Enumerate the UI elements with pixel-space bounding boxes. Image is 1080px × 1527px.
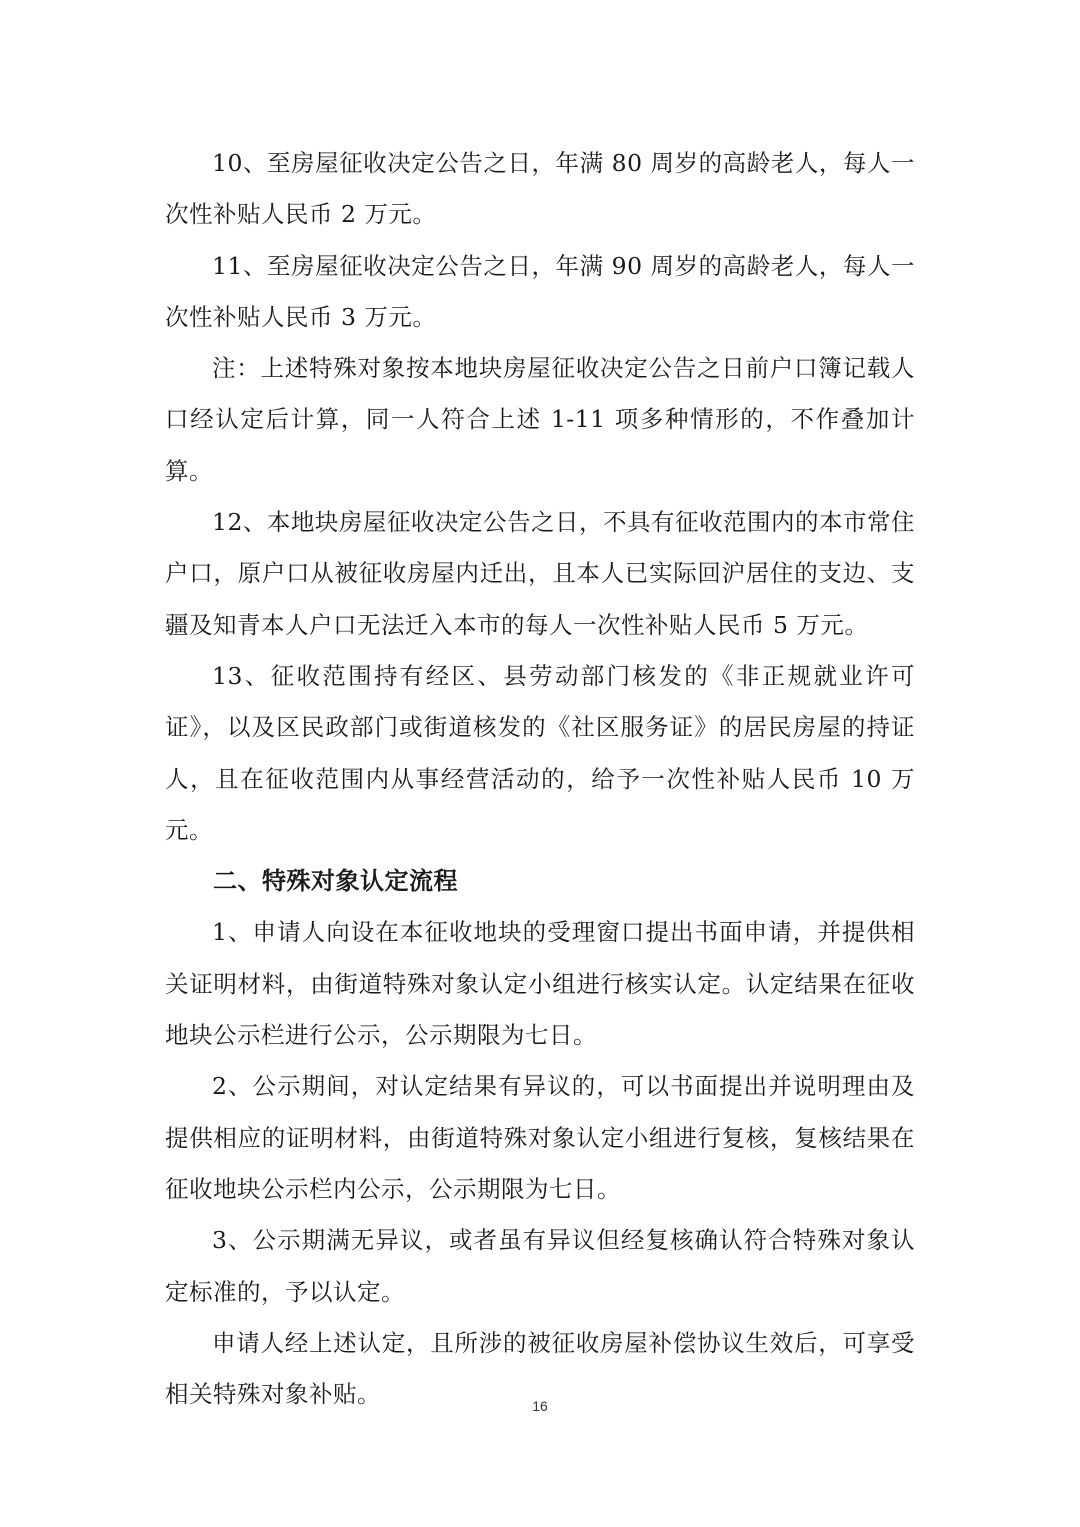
paragraph-item-11: 11、至房屋征收决定公告之日，年满 90 周岁的高龄老人，每人一次性补贴人民币 3 万元。 — [165, 251, 915, 331]
process-step-2: 2、公示期间，对认定结果有异议的，可以书面提出并说明理由及提供相应的证明材料，由街道特殊对象认定小组进行复核，复核结果在征收地块公示栏内公示，公示期限为七日。 — [165, 1072, 915, 1203]
paragraph-item-12: 12、本地块房屋征收决定公告之日，不具有征收范围内的本市常住户口，原户口从被征收房屋内迁出，且本人已实际回沪居住的支边、支疆及知青本人户口无法迁入本市的每人一次性补贴人民币 5 万元。 — [165, 508, 915, 639]
paragraph-item-10: 10、至房屋征收决定公告之日，年满 80 周岁的高龄老人，每人一次性补贴人民币 2 万元。 — [165, 149, 915, 229]
process-step-3: 3、公示期满无异议，或者虽有异议但经复核确认符合特殊对象认定标准的，予以认定。 — [165, 1226, 915, 1306]
section-heading: 二、特殊对象认定流程 — [213, 867, 458, 896]
closing-paragraph: 申请人经上述认定，且所涉的被征收房屋补偿协议生效后，可享受相关特殊对象补贴。 — [165, 1328, 915, 1409]
page-number: 16 — [532, 1398, 548, 1414]
paragraph-note: 注：上述特殊对象按本地块房屋征收决定公告之日前户口簿记载人口经认定后计算，同一人符合上述 1-11 项多种情形的，不作叠加计算。 — [165, 354, 915, 485]
paragraph-item-13: 13、征收范围持有经区、县劳动部门核发的《非正规就业许可证》，以及区民政部门或街道核发的《社区服务证》的居民房屋的持证人，且在征收范围内从事经营活动的，给予一次性补贴人民币 10 万元。 — [165, 661, 915, 844]
document-body — [165, 138, 915, 1420]
process-step-1: 1、申请人向设在本征收地块的受理窗口提出书面申请，并提供相关证明材料，由街道特殊对象认定小组进行核实认定。认定结果在征收地块公示栏进行公示，公示期限为七日。 — [165, 918, 915, 1050]
